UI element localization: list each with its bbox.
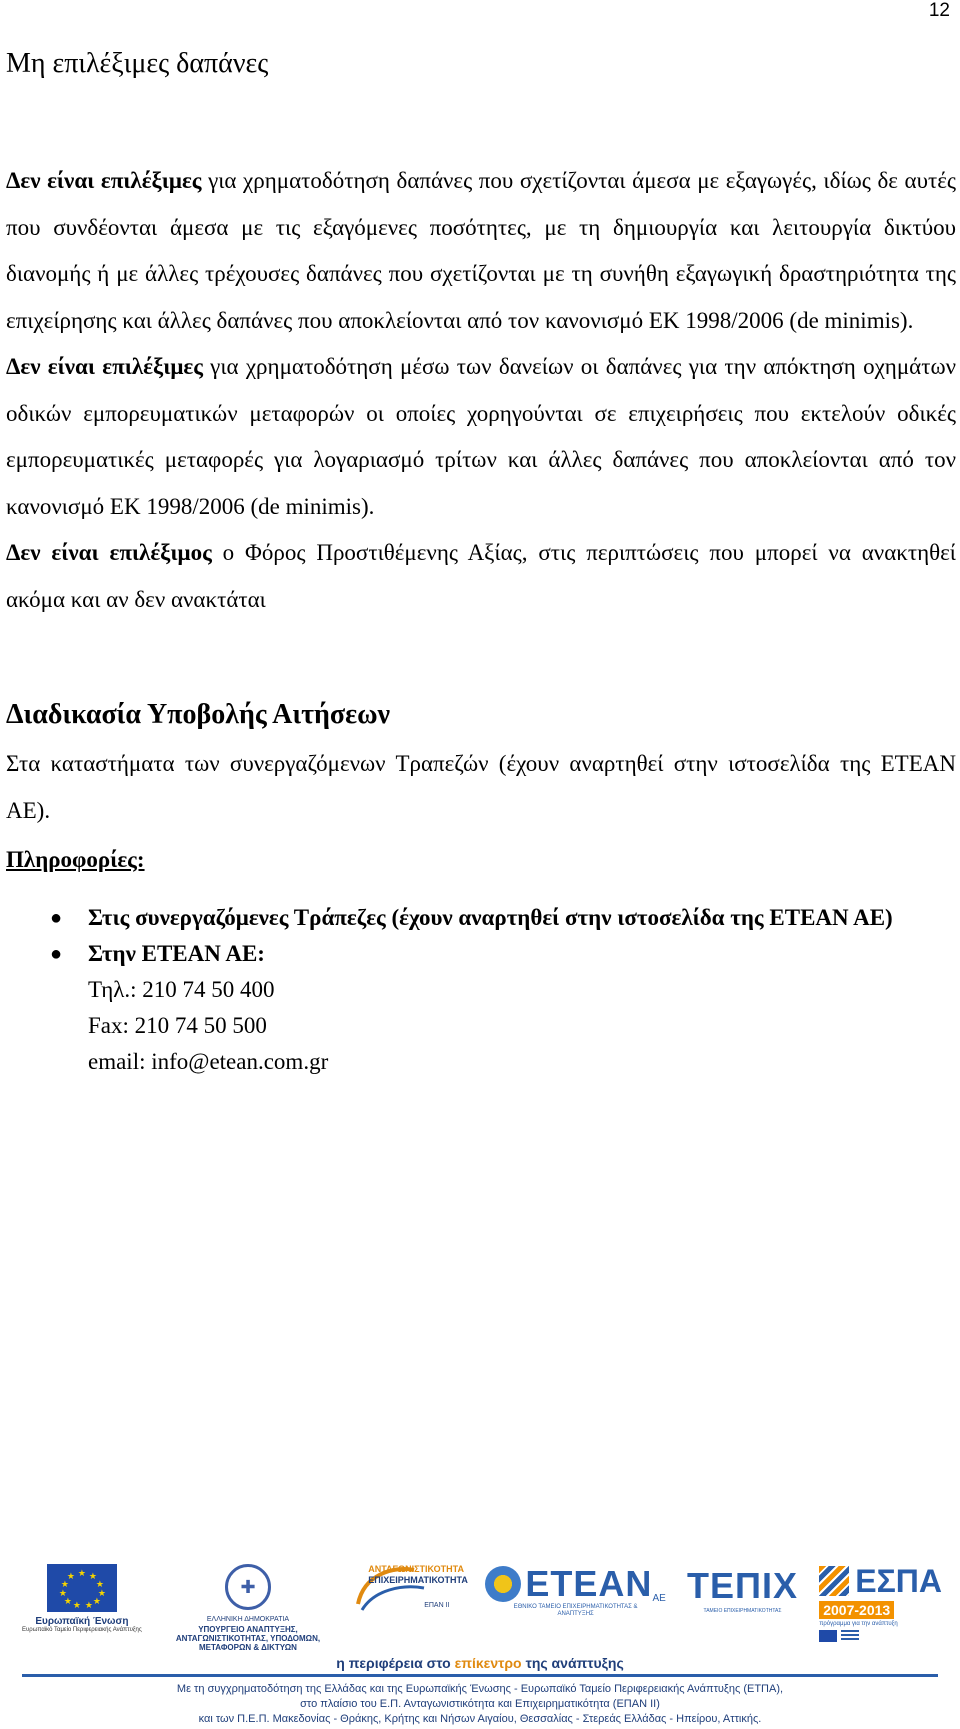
hellenic-republic-emblem-icon: ✚ xyxy=(225,1564,271,1610)
document-body xyxy=(6,44,956,1080)
paragraph-ineligible-vehicles xyxy=(6,344,956,530)
espa-caption: πρόγραμμα για την ανάπτυξη xyxy=(819,1621,898,1627)
cofunding-note-line3: και των Π.Ε.Π. Μακεδονίας - Θράκης, Κρήτης και Νήσων Αιγαίου, Θεσσαλίας - Στερεάς Ελλάδας - Ηπείρου, Αττικής. xyxy=(198,1713,762,1725)
section-title-application-procedure: Διαδικασία Υποβολής Αιτήσεων xyxy=(6,699,391,730)
cofunding-note-line2: στο πλαίσιο του Ε.Π. Ανταγωνιστικότητα και Επιχειρηματικότητα (ΕΠΑΝ ΙΙ) xyxy=(300,1698,660,1710)
info-etean-title: Στην ΕΤΕΑΝ ΑΕ: xyxy=(88,941,265,966)
slogan-part3: της ανάπτυξης xyxy=(525,1655,624,1671)
espa-logo xyxy=(819,1564,942,1642)
epan-line2: ΕΠΙΧΕΙΡΗΜΑΤΙΚΟΤΗΤΑ xyxy=(368,1575,468,1585)
list-item xyxy=(50,936,956,1080)
paragraph-ineligible-exports xyxy=(6,158,956,344)
espa-wordmark: ΕΣΠΑ xyxy=(855,1563,942,1599)
emphasis-text: Δεν είναι επιλέξιμος xyxy=(6,540,212,565)
slogan-band xyxy=(22,1652,938,1677)
slogan-part2: επίκεντρο xyxy=(454,1655,522,1671)
tepix-logo xyxy=(687,1564,798,1614)
paragraph-application-procedure: Στα καταστήματα των συνεργαζόμενων Τραπεζών (έχουν αναρτηθεί στην ιστοσελίδα της ΕΤΕΑΝ ΑΕ). xyxy=(6,751,956,823)
espa-years: 2007-2013 xyxy=(819,1601,894,1619)
info-list xyxy=(6,900,956,1080)
eu-subcaption: Ευρωπαϊκό Ταμείο Περιφερειακής Ανάπτυξης xyxy=(22,1627,142,1633)
contact-phone: Τηλ.: 210 74 50 400 xyxy=(88,977,275,1002)
section-title-ineligible-costs: Μη επιλέξιμες δαπάνες xyxy=(6,48,269,79)
eu-flag-icon: ★ ★ ★ ★ ★ ★ ★ ★ ★ ★ ★ xyxy=(47,1564,117,1612)
contact-fax: Fax: 210 74 50 500 xyxy=(88,1013,267,1038)
etean-logo xyxy=(485,1564,665,1618)
info-banks: Στις συνεργαζόμενες Τράπεζες (έχουν αναρτηθεί στην ιστοσελίδα της ΕΤΕΑΝ ΑΕ) xyxy=(88,905,893,930)
funding-footer xyxy=(0,1540,960,1729)
emphasis-text: Δεν είναι επιλέξιμες xyxy=(6,354,203,379)
epan-line1: ΑΝΤΑΓΩΝΙΣΤΙΚΟΤΗΤΑ xyxy=(368,1564,464,1574)
gov-caption: ΕΛΛΗΝΙΚΗ ΔΗΜΟΚΡΑΤΙΑ xyxy=(206,1616,290,1623)
paragraph-text: για χρηματοδότηση μέσω των δανείων οι δαπάνες για την απόκτηση οχημάτων οδικών εμπορευματικών μεταφορών οι οποίες χορηγούνται σε επιχειρήσεις που εκτελούν οδικές εμπορευματικές μεταφορές για λογαριασμό τρίτων και άλλες δαπάνες που αποκλείονται από τον κανονισμό ΕΚ 1998/2006 (de minimis). xyxy=(6,354,956,519)
epan-line3: ΕΠΑΝ ΙΙ xyxy=(424,1602,450,1609)
info-heading: Πληροφορίες: xyxy=(6,847,145,872)
emphasis-text: Δεν είναι επιλέξιμες xyxy=(6,168,202,193)
espa-stripes-icon xyxy=(819,1566,849,1596)
page-number: 12 xyxy=(928,0,950,21)
paragraph-text: ο Φόρος Προστιθέμενης Αξίας, στις περιπτώσεις που μπορεί να ανακτηθεί ακόμα και αν δεν ανακτάται xyxy=(6,540,956,612)
paragraph-text: για χρηματοδότηση δαπάνες που σχετίζονται άμεσα με εξαγωγές, ιδίως δε αυτές που συνδέονται άμεσα με τις εξαγόμενες ποσότητες, με τη δημιουργία και λειτουργία δικτύου διανομής ή με άλλες τρέχουσες δαπάνες που σχετίζονται με τη συνήθη εξαγωγική δραστηριότητα της επιχείρησης και άλλες δαπάνες που αποκλείονται από τον κανονισμό ΕΚ 1998/2006 (de minimis). xyxy=(6,168,956,333)
list-item xyxy=(50,900,956,936)
tepix-wordmark: ΤΕΠΙΧ xyxy=(687,1565,799,1606)
epan-logo xyxy=(354,1564,468,1616)
greek-flag-icon xyxy=(841,1630,859,1642)
contact-email: email: info@etean.com.gr xyxy=(88,1049,329,1074)
tepix-caption: ΤΑΜΕΙΟ ΕΠΙΧΕΙΡΗΜΑΤΙΚΟΤΗΤΑΣ xyxy=(703,1608,782,1614)
ministry-logo xyxy=(163,1564,333,1652)
paragraph-ineligible-vat xyxy=(6,530,956,623)
cofunding-note-line1: Με τη συγχρηματοδότηση της Ελλάδας και της Ευρωπαϊκής Ένωσης - Ευρωπαϊκό Ταμείο Περιφερειακής Ανάπτυξης (ΕΤΠΑ), xyxy=(176,1683,784,1695)
etean-sun-icon xyxy=(485,1566,521,1602)
eu-logo xyxy=(22,1564,142,1634)
etean-suffix: ΑΕ xyxy=(652,1593,666,1604)
etean-wordmark: ΕΤΕΑΝ xyxy=(525,1563,653,1604)
bullet-icon: ● xyxy=(50,907,63,929)
bullet-icon: ● xyxy=(50,943,63,965)
eu-caption: Ευρωπαϊκή Ένωση xyxy=(35,1616,129,1627)
etean-caption: ΕΘΝΙΚΟ ΤΑΜΕΙΟ ΕΠΙΧΕΙΡΗΜΑΤΙΚΟΤΗΤΑΣ & ΑΝΑΠΤΥΞΗΣ xyxy=(513,1604,638,1617)
ministry-name: ΥΠΟΥΡΓΕΙΟ ΑΝΑΠΤΥΞΗΣ, ΑΝΤΑΓΩΝΙΣΤΙΚΟΤΗΤΑΣ, ΥΠΟΔΟΜΩΝ, ΜΕΤΑΦΟΡΩΝ & ΔΙΚΤΥΩΝ xyxy=(175,1625,321,1652)
slogan-part1: η περιφέρεια στο xyxy=(336,1655,451,1671)
eu-flag-small-icon xyxy=(819,1630,837,1642)
